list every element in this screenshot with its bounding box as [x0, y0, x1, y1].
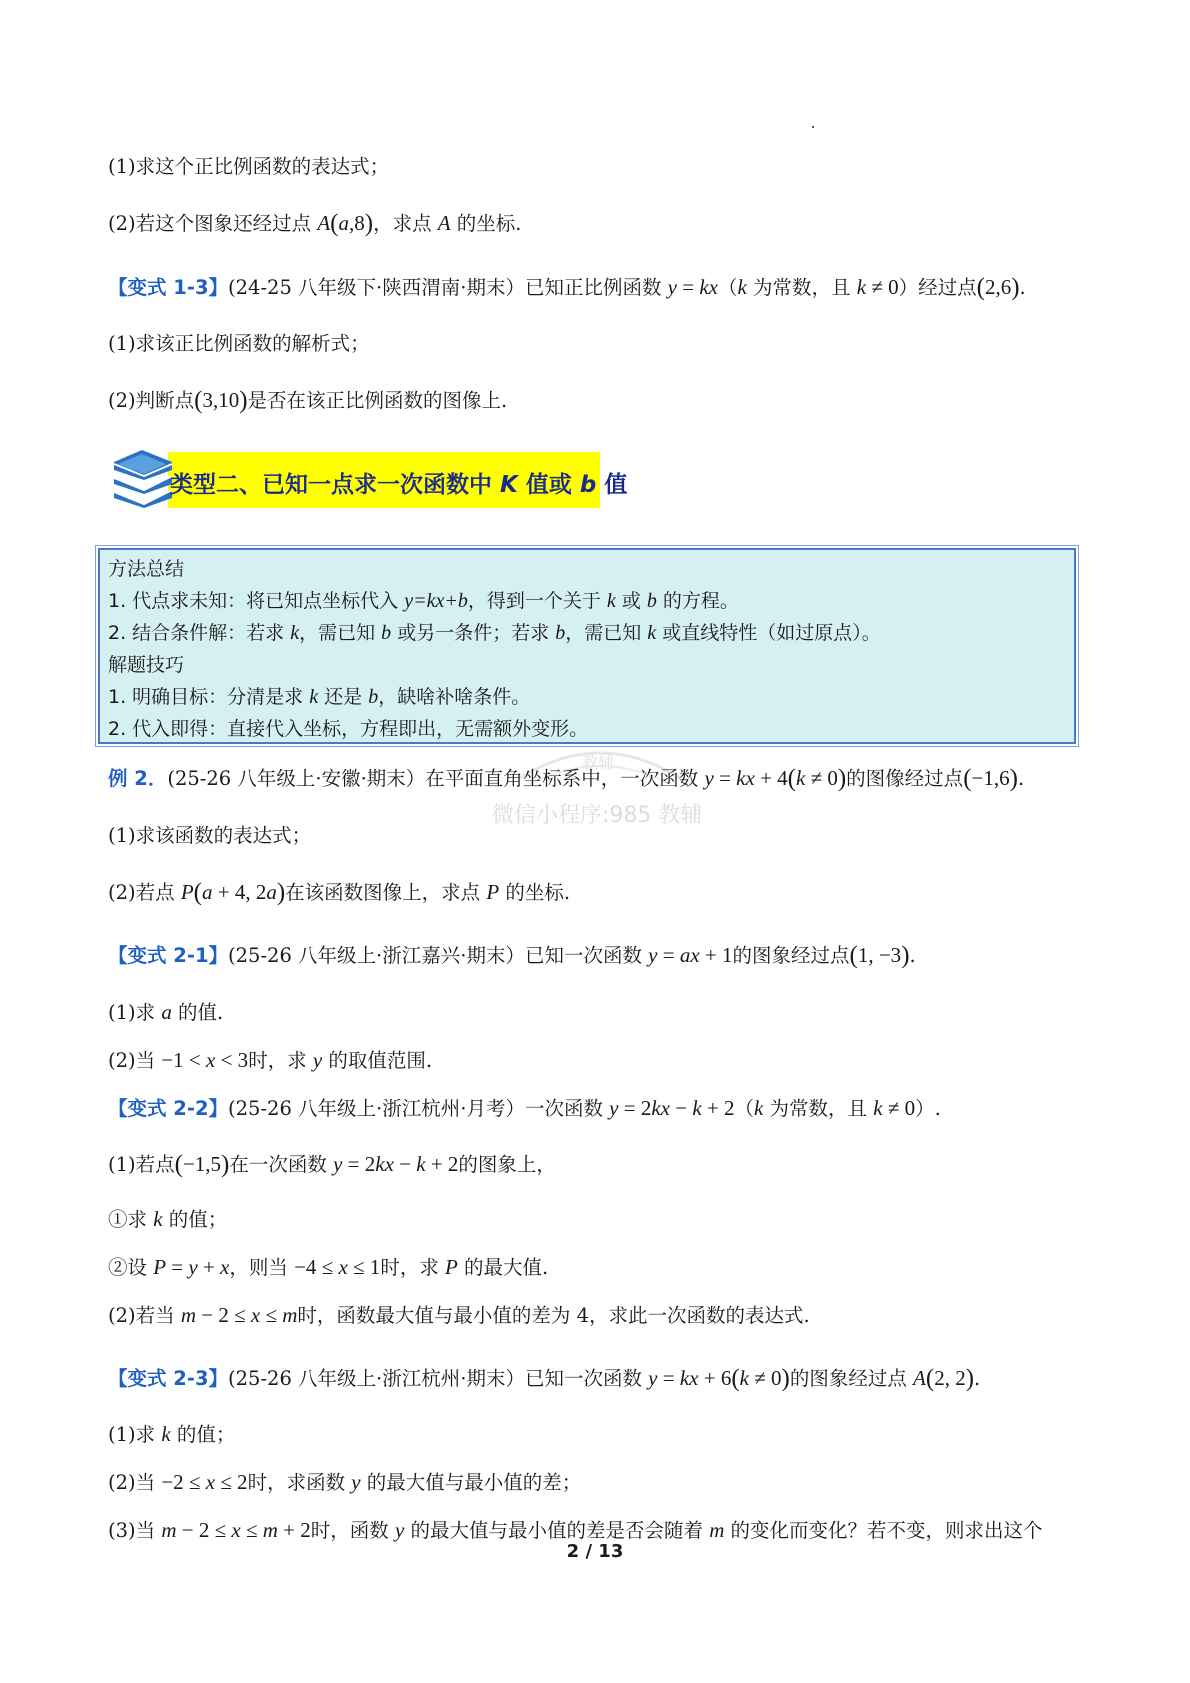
- section-title: 类型二、已知一点求一次函数中 K 值或 b 值: [170, 472, 628, 498]
- watermark-text: 微信小程序:985 教辅: [492, 803, 703, 828]
- question-1-part-2: (2)若这个图象还经过点 A(a,8)，求点 A 的坐标.: [108, 210, 522, 237]
- variant-2-2-sub-2: ②设 P = y + x，则当 −4 ≤ x ≤ 1时，求 P 的最大值.: [108, 1255, 549, 1279]
- variant-1-3-q1: (1)求该正比例函数的解析式；: [108, 332, 370, 355]
- stray-dot: [812, 126, 814, 128]
- question-1-part-1: (1)求这个正比例函数的表达式；: [108, 155, 390, 178]
- variant-2-2-q1: (1)若点(−1,5)在一次函数 y = 2kx − k + 2的图象上，: [108, 1151, 556, 1178]
- section-header: [110, 446, 628, 514]
- variant-2-1-stem: 【变式 2-1】(25-26 八年级上·浙江嘉兴·期末）已知一次函数 y = ax + 1的图象经过点(1, −3).: [108, 942, 916, 969]
- method-heading: 方法总结: [108, 558, 185, 580]
- variant-2-3-q2: (2)当 −2 ≤ x ≤ 2时，求函数 y 的最大值与最小值的差；: [108, 1470, 582, 1494]
- variant-2-3-q3: (3)当 m − 2 ≤ x ≤ m + 2时，函数 y 的最大值与最小值的差是否会随着 m 的变化而变化？若不变，则求出这个: [108, 1518, 1043, 1542]
- variant-2-2-stem: 【变式 2-2】(25-26 八年级上·浙江杭州·月考）一次函数 y = 2kx − k + 2（k 为常数，且 k ≠ 0）.: [108, 1096, 941, 1120]
- tips-heading: 解题技巧: [108, 654, 185, 676]
- svg-text:教辅: 教辅: [582, 753, 615, 772]
- variant-2-1-q2: (2)当 −1 < x < 3时，求 y 的取值范围.: [108, 1048, 433, 1072]
- example-2-stem: 例 2．(25-26 八年级上·安徽·期末）在平面直角坐标系中，一次函数 y = kx + 4(k ≠ 0)的图像经过点(−1,6).: [108, 765, 1025, 792]
- variant-1-3-q2: (2)判断点(3,10)是否在该正比例函数的图像上.: [108, 387, 508, 414]
- variant-2-1-q1: (1)求 a 的值.: [108, 1000, 224, 1024]
- example-2-q1: (1)求该函数的表达式；: [108, 824, 312, 847]
- variant-2-3-q1: (1)求 k 的值；: [108, 1422, 236, 1446]
- variant-1-3-stem: 【变式 1-3】(24-25 八年级下·陕西渭南·期末）已知正比例函数 y = kx（k 为常数，且 k ≠ 0）经过点(2,6).: [108, 274, 1026, 301]
- method-summary-box: [98, 548, 1076, 744]
- tips-line-2: 2. 代入即得：直接代入坐标，方程即出，无需额外变形。: [108, 718, 589, 740]
- books-icon: [110, 446, 176, 508]
- tips-line-1: 1. 明确目标：分清是求 k 还是 b，缺啥补啥条件。: [108, 686, 531, 708]
- example-2-q2: (2)若点 P(a + 4, 2a)在该函数图像上，求点 P 的坐标.: [108, 879, 571, 906]
- page-number: 2 / 13: [566, 1541, 624, 1562]
- variant-2-3-stem: 【变式 2-3】(25-26 八年级上·浙江杭州·期末）已知一次函数 y = kx + 6(k ≠ 0)的图象经过点 A(2, 2).: [108, 1365, 981, 1392]
- variant-2-2-q2: (2)若当 m − 2 ≤ x ≤ m时，函数最大值与最小值的差为 4，求此一次函数的表达式.: [108, 1303, 810, 1327]
- method-line-1: 1. 代点求未知：将已知点坐标代入 y=kx+b，得到一个关于 k 或 b 的方程。: [108, 590, 739, 612]
- variant-2-2-sub-1: ①求 k 的值；: [108, 1207, 228, 1231]
- method-line-2: 2. 结合条件解：若求 k，需已知 b 或另一条件；若求 b，需已知 k 或直线特性（如过原点）。: [108, 622, 881, 644]
